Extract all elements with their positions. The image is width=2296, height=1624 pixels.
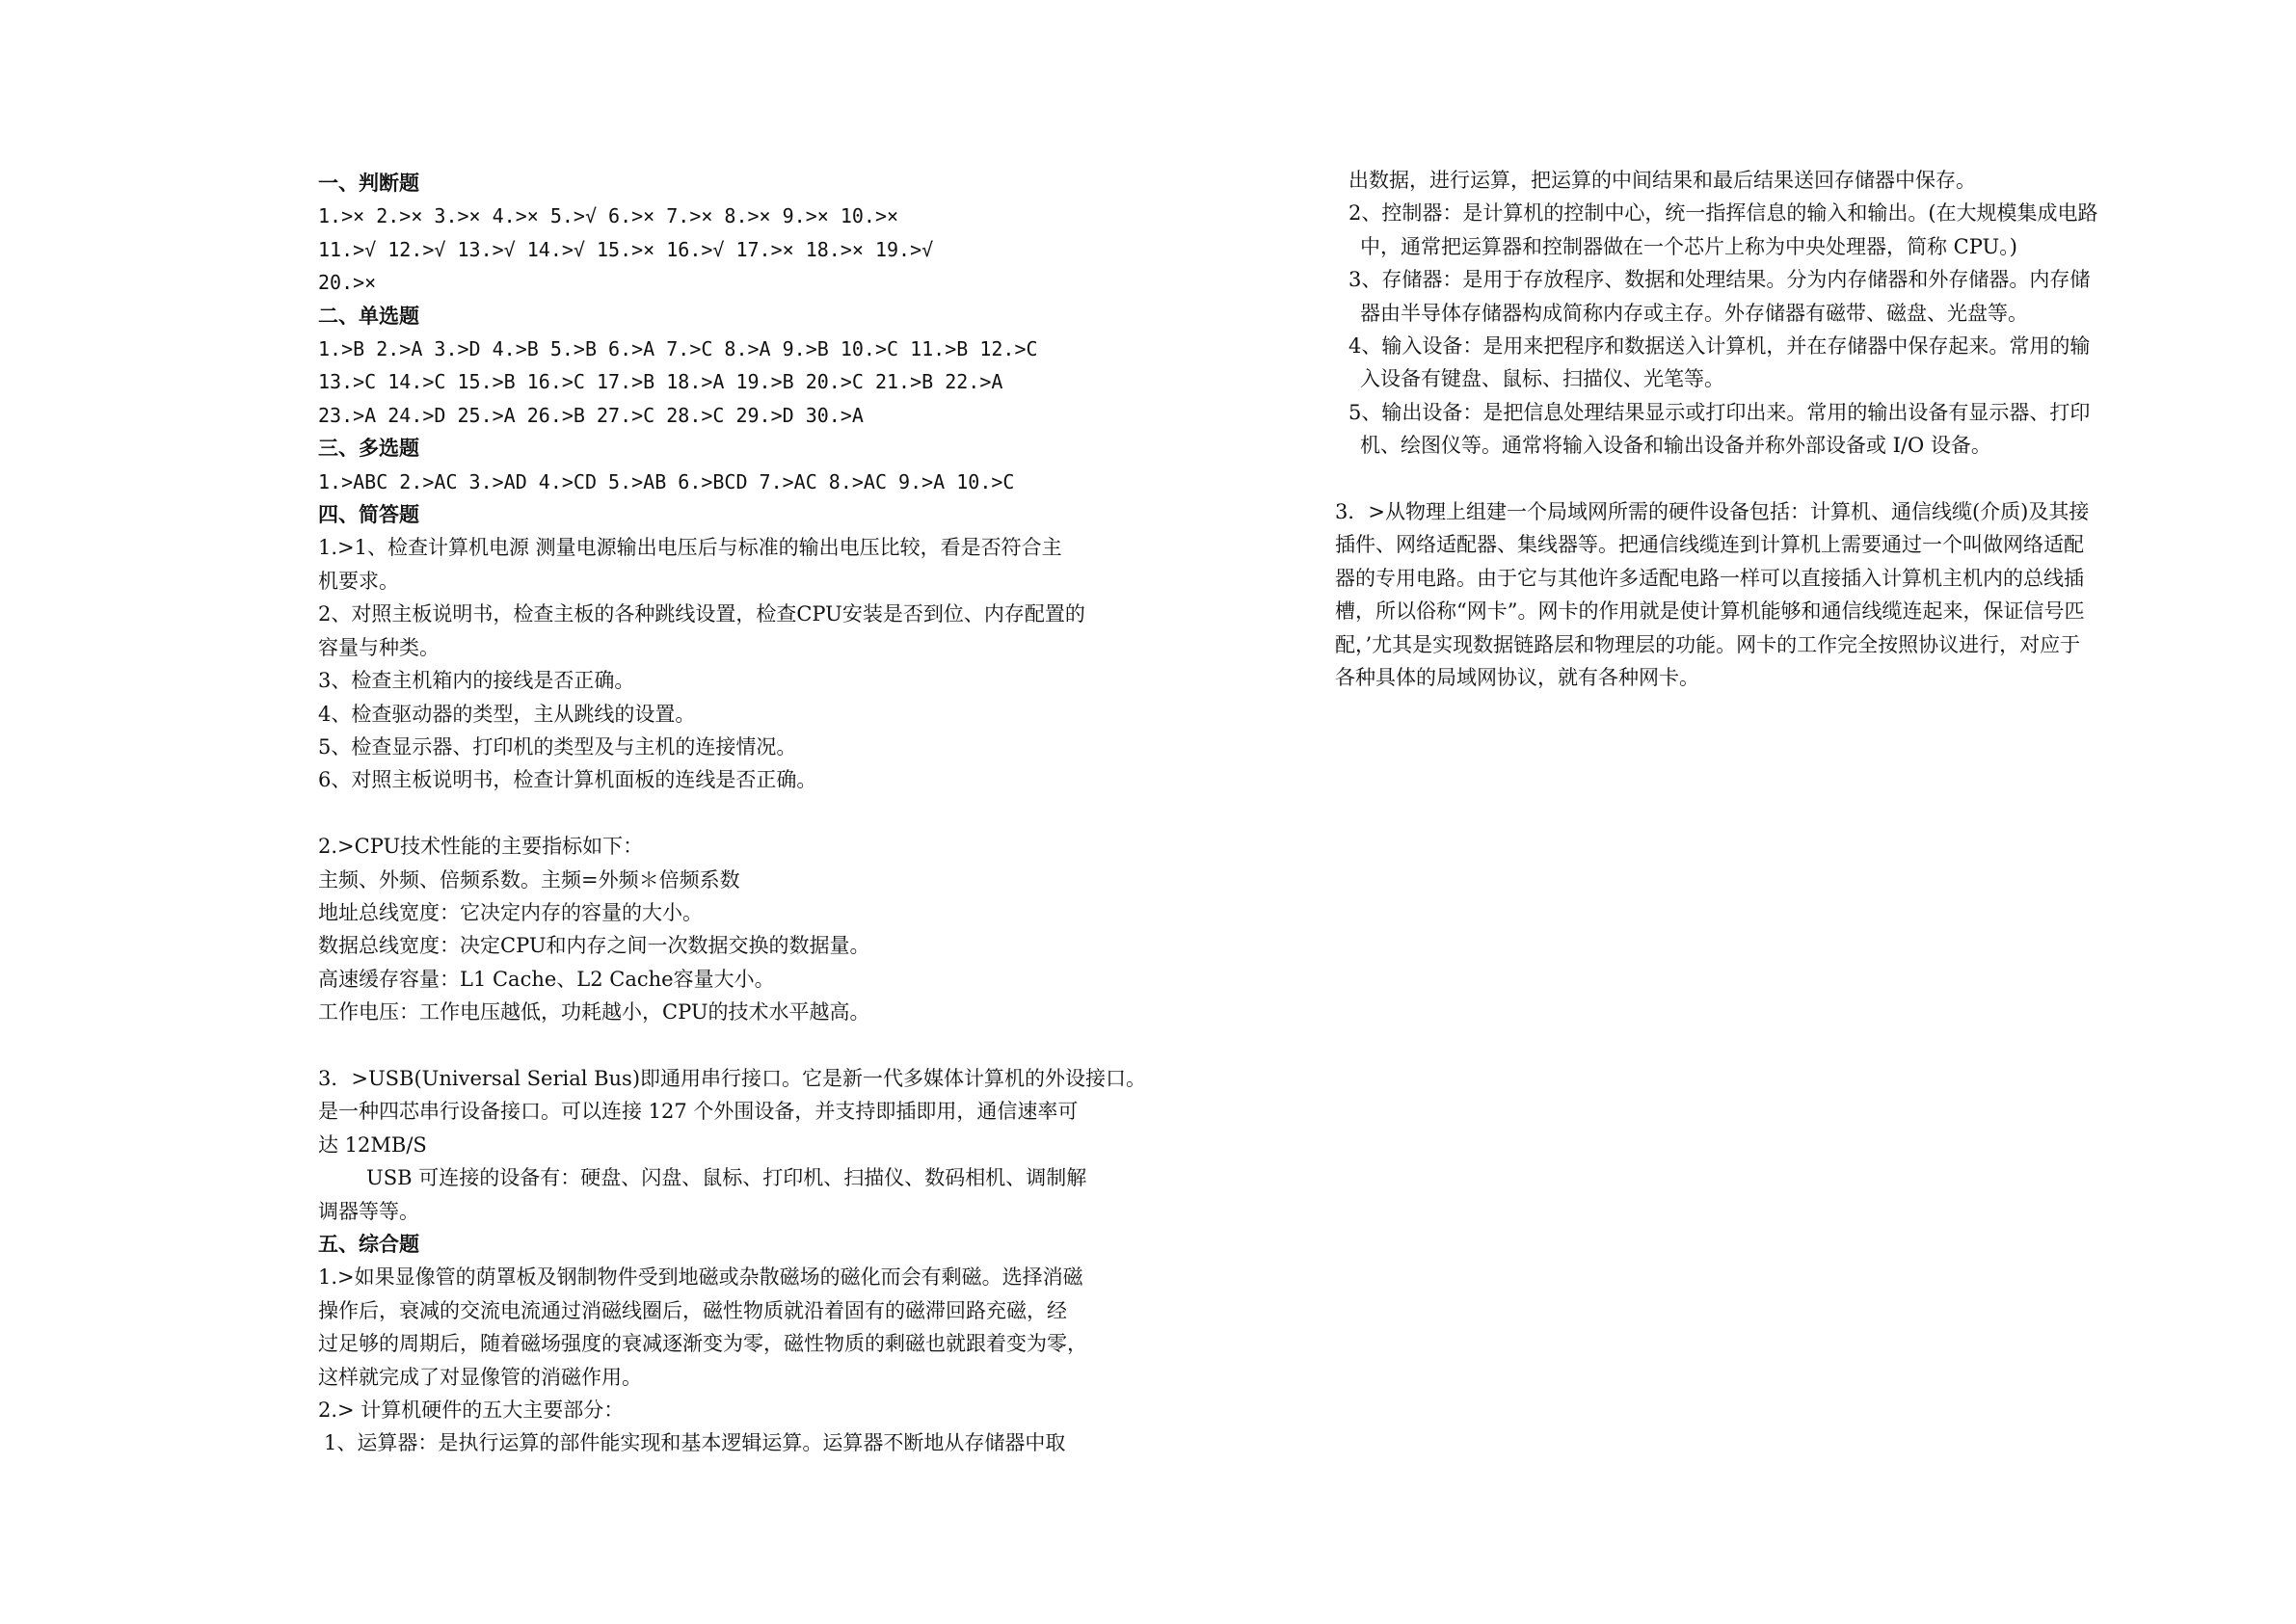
text-line: 1、运算器：是执行运算的部件能实现和基本逻辑运算。运算器不断地从存储器中取 (324, 1431, 1066, 1455)
text-line: 数据总线宽度：决定CPU和内存之间一次数据交换的数据量。 (318, 934, 870, 958)
text-line: 3．>从物理上组建一个局域网所需的硬件设备包括：计算机、通信线缆(介质)及其接 (1335, 500, 2090, 524)
answer-line: 1.>B 2.>A 3.>D 4.>B 5.>B 6.>A 7.>C 8.>A 9.>B 10.>C 11.>B 12.>C (318, 337, 1038, 361)
text-line: 3．>USB(Universal Serial Bus)即通用串行接口。它是新一代多媒体计算机的外设接口。 (318, 1066, 1147, 1090)
text-line: 插件、网络适配器、集线器等。把通信线缆连到计算机上需要通过一个叫做网络适配 (1335, 533, 2084, 557)
text-line: 5、检查显示器、打印机的类型及与主机的连接情况。 (318, 734, 797, 759)
text-line: 机、绘图仪等。通常将输入设备和输出设备并称外部设备或 I/O 设备。 (1360, 434, 1991, 458)
text-line: 地址总线宽度：它决定内存的容量的大小。 (318, 900, 703, 924)
section-title-comprehensive: 五、综合题 (318, 1231, 419, 1256)
text-line: 机要求。 (318, 569, 399, 593)
answer-line: 13.>C 14.>C 15.>B 16.>C 17.>B 18.>A 19.>B 20.>C 21.>B 22.>A (318, 370, 1003, 394)
section-title-single-choice: 二、单选题 (318, 303, 419, 328)
spacer (318, 797, 1186, 830)
spacer (1335, 463, 2193, 495)
text-line: 配，’尤其是实现数据链路层和物理层的功能。网卡的工作完全按照协议进行，对应于 (1335, 632, 2081, 656)
text-line: 达 12MB/S (318, 1132, 427, 1157)
text-line: 3、存储器：是用于存放程序、数据和处理结果。分为内存储器和外存储器。内存储 (1348, 268, 2091, 292)
text-line: 6、对照主板说明书，检查计算机面板的连线是否正确。 (318, 768, 817, 792)
text-line: 1.>1、检查计算机电源 测量电源输出电压后与标准的输出电压比较，看是否符合主 (318, 536, 1062, 560)
text-line: 3、检查主机箱内的接线是否正确。 (318, 669, 635, 693)
text-line: 是一种四芯串行设备接口。可以连接 127 个外围设备，并支持即插即用，通信速率可 (318, 1100, 1079, 1124)
text-line: 中，通常把运算器和控制器做在一个芯片上称为中央处理器，简称 CPU。) (1360, 234, 2017, 258)
right-column (1335, 164, 2193, 694)
text-line: 2.>CPU技术性能的主要指标如下： (318, 835, 644, 859)
text-line: 4、输入设备：是用来把程序和数据送入计算机，并在存储器中保存起来。常用的输 (1348, 334, 2091, 359)
answer-line: 20.>× (318, 271, 377, 295)
text-line: 2.> 计算机硬件的五大主要部分： (318, 1398, 625, 1422)
section-title-true-false: 一、判断题 (318, 171, 419, 195)
text-line: 槽，所以俗称“网卡”。网卡的作用就是使计算机能够和通信线缆连起来，保证信号匹 (1335, 599, 2085, 624)
text-line: 调器等等。 (318, 1199, 419, 1223)
text-line: 2、对照主板说明书，检查主板的各种跳线设置，检查CPU安装是否到位、内存配置的 (318, 602, 1085, 626)
text-line: USB 可连接的设备有：硬盘、闪盘、鼠标、打印机、扫描仪、数码相机、调制解 (366, 1166, 1087, 1190)
text-line: 入设备有键盘、鼠标、扫描仪、光笔等。 (1360, 367, 1724, 391)
text-line: 1.>如果显像管的荫罩板及钢制物件受到地磁或杂散磁场的磁化而会有剩磁。选择消磁 (318, 1265, 1083, 1290)
answer-line: 1.>ABC 2.>AC 3.>AD 4.>CD 5.>AB 6.>BCD 7.>AC 8.>AC 9.>A 10.>C (318, 469, 1015, 493)
text-line: 工作电压：工作电压越低，功耗越小，CPU的技术水平越高。 (318, 1000, 870, 1025)
text-line: 器由半导体存储器构成简称内存或主存。外存储器有磁带、磁盘、光盘等。 (1360, 301, 2028, 325)
text-line: 主频、外频、倍频系数。主频=外频＊倍频系数 (318, 867, 740, 892)
spacer (318, 1029, 1186, 1062)
text-line: 出数据，进行运算，把运算的中间结果和最后结果送回存储器中保存。 (1348, 169, 1976, 192)
left-column (318, 167, 1186, 1460)
text-line: 这样就完成了对显像管的消磁作用。 (318, 1365, 642, 1389)
text-line: 5、输出设备：是把信息处理结果显示或打印出来。常用的输出设备有显示器、打印 (1348, 400, 2091, 424)
section-title-short-answer: 四、简答题 (318, 502, 419, 527)
section-title-multiple-choice: 三、多选题 (318, 436, 419, 461)
text-line: 过足够的周期后，随着磁场强度的衰减逐渐变为零，磁性物质的剩磁也就跟着变为零， (318, 1332, 1087, 1356)
text-line: 高速缓存容量：L1 Cache、L2 Cache容量大小。 (318, 967, 775, 991)
answer-line: 23.>A 24.>D 25.>A 26.>B 27.>C 28.>C 29.>D 30.>A (318, 403, 864, 427)
text-line: 器的专用电路。由于它与其他许多适配电路一样可以直接插入计算机主机内的总线插 (1335, 566, 2084, 590)
text-line: 容量与种类。 (318, 635, 440, 659)
text-line: 操作后，衰减的交流电流通过消磁线圈后，磁性物质就沿着固有的磁滞回路充磁，经 (318, 1298, 1067, 1322)
answer-line: 11.>√ 12.>√ 13.>√ 14.>√ 15.>× 16.>√ 17.>× 18.>× 19.>√ (318, 237, 934, 261)
answer-line: 1.>× 2.>× 3.>× 4.>× 5.>√ 6.>× 7.>× 8.>× 9.>× 10.>× (318, 204, 899, 228)
text-line: 2、控制器：是计算机的控制中心，统一指挥信息的输入和输出。(在大规模集成电路 (1348, 201, 2098, 226)
text-line: 4、检查驱动器的类型，主从跳线的设置。 (318, 702, 696, 726)
text-line: 各种具体的局域网协议，就有各种网卡。 (1335, 666, 1699, 690)
